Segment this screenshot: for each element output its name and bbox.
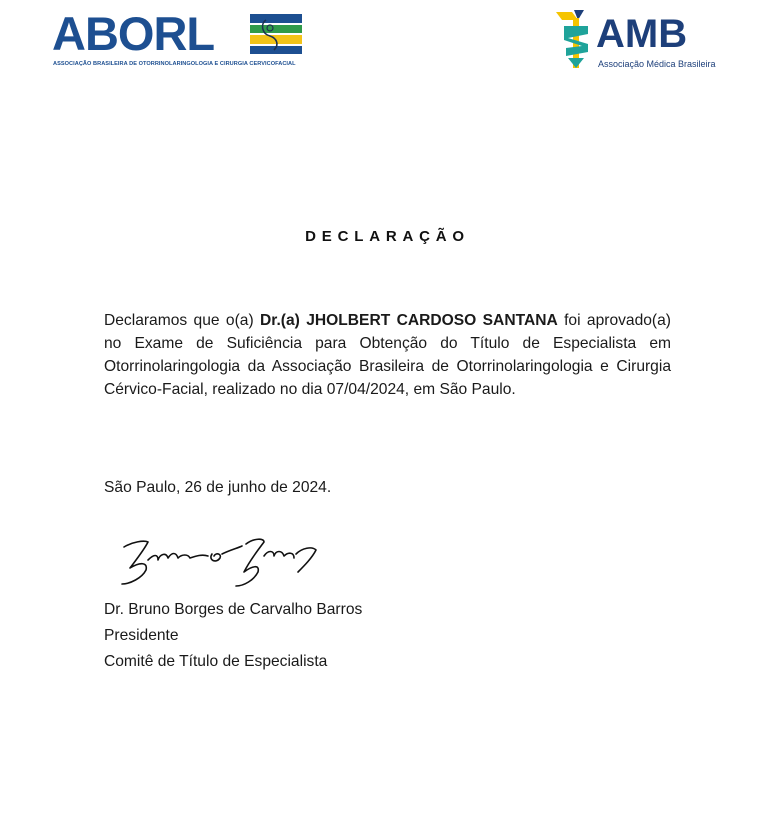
- aborl-logo-tagline: ASSOCIAÇÃO BRASILEIRA DE OTORRINOLARINGOLOGIA E CIRURGIA CERVICOFACIAL: [53, 61, 296, 67]
- handwritten-signature: [118, 532, 323, 590]
- document-title: DECLARAÇÃO: [305, 228, 470, 245]
- aborl-logo: [52, 7, 306, 70]
- signatory-role: Presidente: [104, 627, 179, 644]
- declared-person-name: Dr.(a) JHOLBERT CARDOSO SANTANA: [260, 312, 558, 329]
- amb-logo: [554, 8, 720, 72]
- aborl-logo-wordmark: ABORL: [52, 7, 215, 60]
- amb-logo-tagline: Associação Médica Brasileira: [598, 59, 716, 69]
- declaration-paragraph: [104, 309, 671, 401]
- caduceus-icon: [554, 8, 598, 70]
- amb-logo-wordmark: AMB: [596, 12, 688, 56]
- signatory-committee: Comitê de Título de Especialista: [104, 653, 328, 670]
- aborl-flag-emblem: [250, 14, 302, 54]
- signatory-name: Dr. Bruno Borges de Carvalho Barros: [104, 601, 363, 618]
- declaration-suffix: foi aprovado(a) no Exame de Suficiência para Obtenção do Título de Especialista em Otorrinolaringologia da Associação Brasileira de Otorrinolaringologia e Cirurgia Cérvico-Facial, realizado no dia 07/04/2024, em São Paulo.: [104, 312, 671, 398]
- place-date: São Paulo, 26 de junho de 2024.: [104, 479, 332, 496]
- declaration-prefix: Declaramos que o(a): [104, 312, 260, 329]
- signatory-block: [104, 597, 362, 675]
